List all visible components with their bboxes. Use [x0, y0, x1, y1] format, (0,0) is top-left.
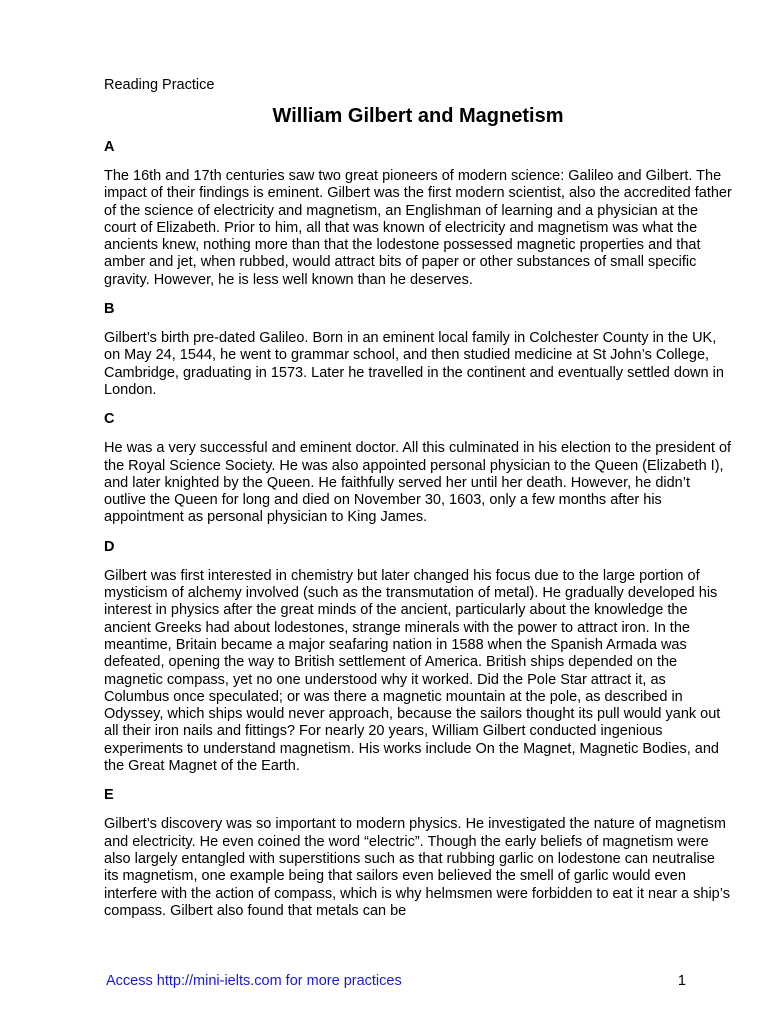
section-paragraph: The 16th and 17th centuries saw two great pioneers of modern science: Galileo and Gilbert. The impact of their findings is eminent. Gilbert was the first modern scientist, also the accredited father of the science of electricity and magnetism, an Englishman of learning and a physician at the court of Elizabeth. Prior to him, all that was known of electricity and magnetism was what the ancients knew, nothing more than that the lodestone possessed magnetic properties and that amber and jet, when rubbed, would attract bits of paper or other substances of small specific gravity. However, he is less well known than he deserves.	[104, 168, 732, 288]
section-e	[104, 786, 732, 920]
section-letter: C	[104, 411, 115, 428]
section-letter: B	[104, 301, 115, 318]
document-page	[104, 76, 732, 920]
section-c	[104, 410, 732, 526]
section-paragraph: Gilbert’s birth pre-dated Galileo. Born in an eminent local family in Colchester County in the UK, on May 24, 1544, he went to grammar school, and then studied medicine at St John’s College, Cambridge, graduating in 1573. Later he travelled in the continent and eventually settled down in London.	[104, 330, 724, 398]
section-letter: E	[104, 787, 114, 804]
section-paragraph: He was a very successful and eminent doctor. All this culminated in his election to the president of the Royal Science Society. He was also appointed personal physician to the Queen (Elizabeth I), and later knighted by the Queen. He faithfully served her until her death. However, he didn’t outlive the Queen for long and died on November 30, 1603, only a few months after his appointment as personal physician to King James.	[104, 440, 732, 526]
section-b	[104, 300, 732, 399]
footer-link[interactable]: Access http://mini-ielts.com for more practices	[106, 973, 402, 989]
section-d	[104, 538, 732, 776]
page-footer	[106, 972, 686, 990]
section-letter: A	[104, 139, 115, 155]
section-paragraph: Gilbert’s discovery was so important to modern physics. He investigated the nature of magnetism and electricity. He even coined the word “electric”. Though the early beliefs of magnetism were also largely entangled with superstitions such as that rubbing garlic on lodestone can neutralise its magnetism, one example being that sailors even believed the smell of garlic would even interfere with the action of compass, which is why helmsmen were forbidden to eat it near a ship’s compass. Gilbert also found that metals can be	[104, 816, 730, 919]
section-a	[104, 138, 732, 289]
page-number: 1	[677, 973, 686, 989]
page-kicker: Reading Practice	[104, 77, 215, 93]
page-title: William Gilbert and Magnetism	[272, 105, 564, 127]
section-letter: D	[104, 538, 115, 555]
section-paragraph: Gilbert was first interested in chemistry but later changed his focus due to the large portion of mysticism of alchemy involved (such as the transmutation of metal). He gradually developed his interest in physics after the great minds of the ancient, particularly about the knowledge the ancient Greeks had about lodestones, strange minerals with the power to attract iron. In the meantime, Britain became a major seafaring nation in 1588 when the Spanish Armada was defeated, opening the way to British settlement of America. British ships depended on the magnetic compass, yet no one understood why it worked. Did the Pole Star attract it, as Columbus once speculated; or was there a magnetic mountain at the pole, as described in Odyssey, which ships would never approach, because the sailors thought its pull would yank out all their iron nails and fittings? For nearly 20 years, William Gilbert conducted ingenious experiments to understand magnetism. His works include On the Magnet, Magnetic Bodies, and the Great Magnet of the Earth.	[104, 567, 721, 775]
